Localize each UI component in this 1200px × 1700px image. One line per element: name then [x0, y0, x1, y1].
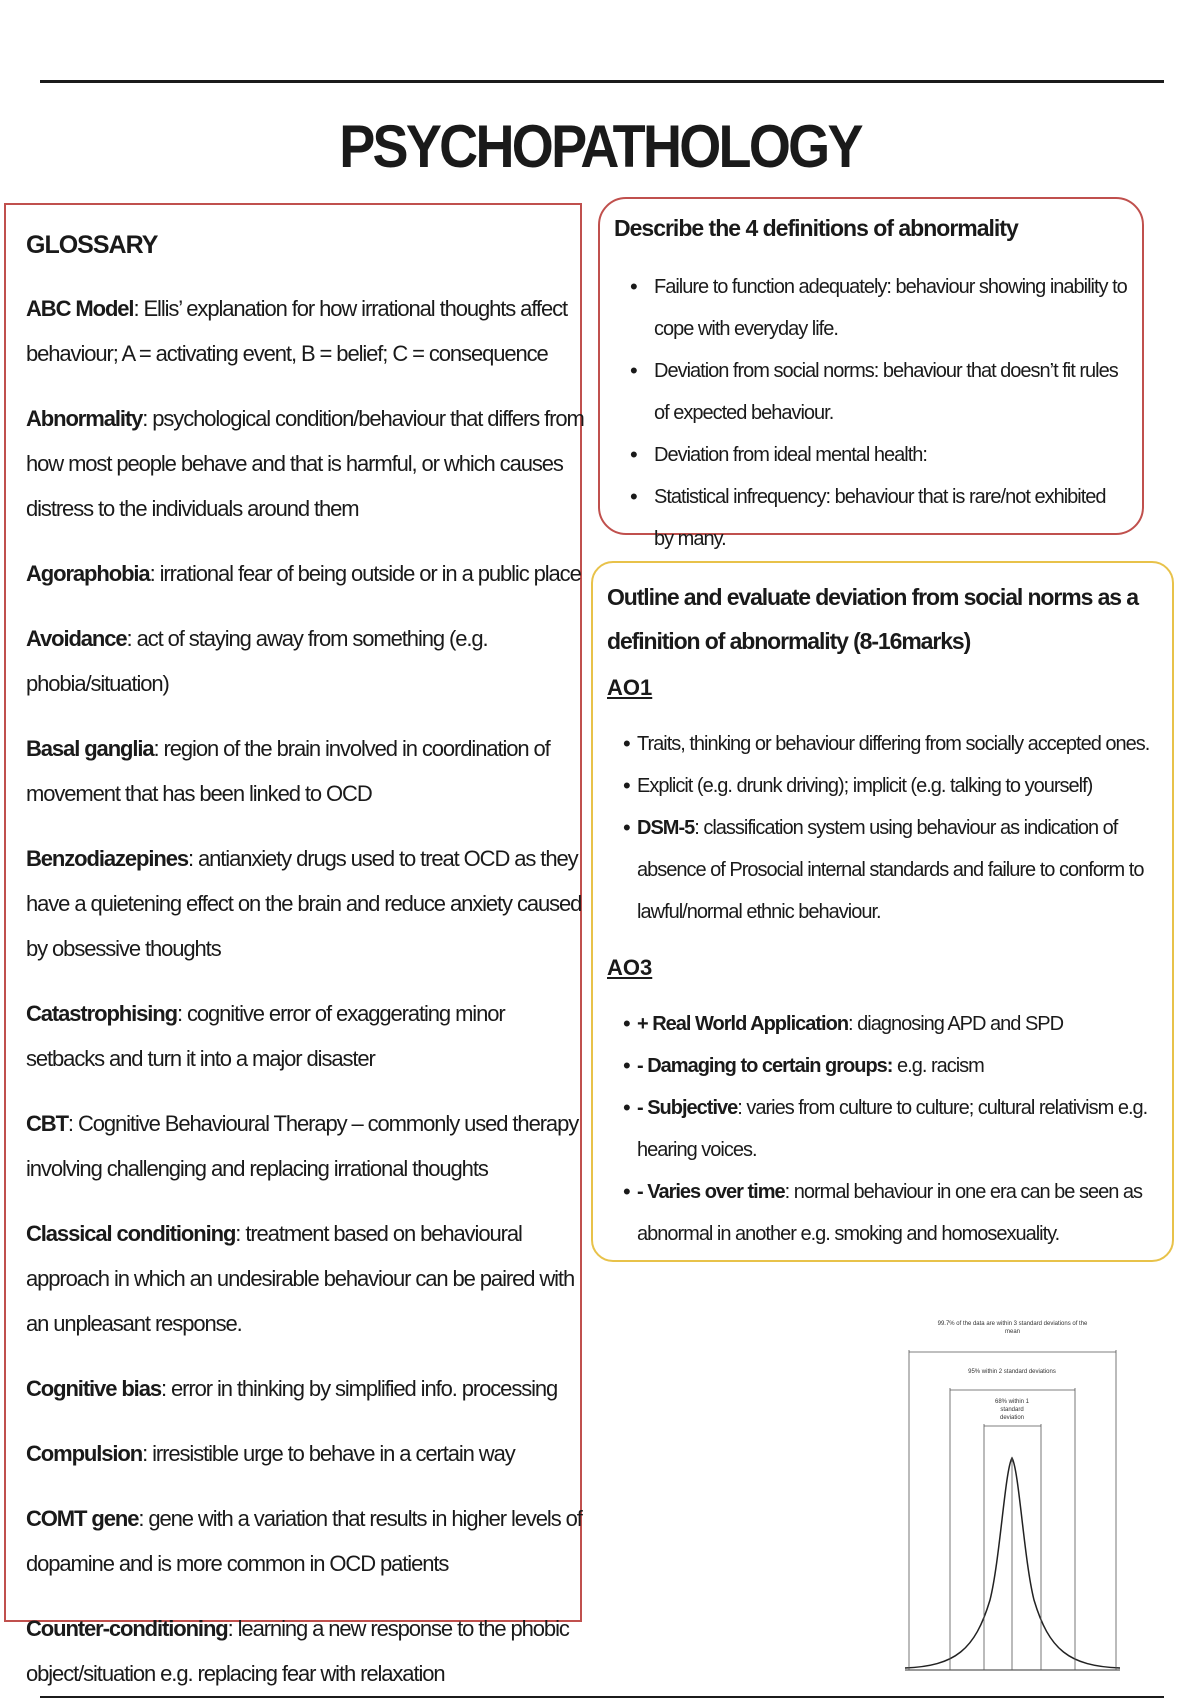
- glossary-definition: : psychological condition/behaviour that differs from how most people behave and that is harmful, or which causes distress to the individuals around them: [26, 406, 584, 521]
- glossary-entry: [26, 726, 586, 816]
- ao1-list: [607, 723, 1166, 933]
- list-item: [593, 1087, 1166, 1171]
- glossary-definition: : error in thinking by simplified info. processing: [160, 1376, 558, 1401]
- ao1-label: AO1: [607, 675, 653, 700]
- glossary-term: Abnormality: [26, 406, 143, 431]
- list-item: • Failure to function adequately: behaviour showing inability to cope with everyday life.: [600, 266, 1128, 350]
- label-95: 95% within 2 standard deviations: [968, 1369, 1056, 1375]
- glossary-term: ABC Model: [26, 296, 134, 321]
- glossary-entry: [26, 1101, 586, 1191]
- glossary-term: CBT: [26, 1111, 68, 1136]
- glossary-entry: [26, 1431, 586, 1476]
- glossary-term: Counter-conditioning: [26, 1616, 228, 1641]
- glossary-definition: : gene with a variation that results in higher levels of dopamine and is more common in OCD patients: [26, 1506, 582, 1576]
- definitions-panel: [598, 197, 1144, 550]
- list-item: [593, 1045, 1166, 1087]
- point-text: Traits, thinking or behaviour differing from socially accepted ones.: [637, 733, 1150, 755]
- glossary-entry: [26, 1606, 586, 1696]
- glossary-entry: [26, 836, 586, 971]
- glossary-entry: [26, 616, 586, 706]
- glossary-term: Compulsion: [26, 1441, 143, 1466]
- list-item: [593, 765, 1166, 807]
- point-label: DSM-5: [637, 817, 695, 839]
- glossary-term: Avoidance: [26, 626, 127, 651]
- point-text: e.g. racism: [892, 1055, 984, 1077]
- glossary-definition: : irresistible urge to behave in a certain way: [142, 1441, 515, 1466]
- glossary-term: Basal ganglia: [26, 736, 154, 761]
- glossary-definition: : irrational fear of being outside or in a public place: [149, 561, 581, 586]
- point-text: : normal behaviour in one era can be seen as abnormal in another e.g. smoking and homosexuality.: [637, 1181, 1143, 1245]
- glossary-entry: [26, 1366, 586, 1411]
- list-item: [593, 1003, 1166, 1045]
- glossary-entry: [26, 1496, 586, 1586]
- point-text: : classification system using behaviour as indication of absence of Prosocial internal standards and failure to conform to lawful/normal ethnic behaviour.: [637, 817, 1144, 923]
- label-997: 99.7% of the data are within 3 standard deviations of the mean: [937, 1321, 1088, 1335]
- list-item: [593, 1171, 1166, 1255]
- list-item: [593, 807, 1166, 933]
- glossary-term: Benzodiazepines: [26, 846, 188, 871]
- bottom-rule: [40, 1696, 1164, 1698]
- list-item: [593, 723, 1166, 765]
- evaluation-heading: Outline and evaluate deviation from social norms as a definition of abnormality (8-16marks): [607, 584, 1138, 654]
- ao3-list: [607, 1003, 1166, 1255]
- glossary-definition: : region of the brain involved in coordination of movement that has been linked to OCD: [26, 736, 550, 806]
- glossary-definition: : antianxiety drugs used to treat OCD as they have a quietening effect on the brain and reduce anxiety caused by obsessive thoughts: [26, 846, 582, 961]
- label-68: 68% within 1 standard deviation: [994, 1399, 1030, 1421]
- ao3-label: AO3: [607, 955, 653, 980]
- point-label: - Damaging to certain groups:: [637, 1055, 893, 1077]
- glossary-definition: : cognitive error of exaggerating minor setbacks and turn it into a major disaster: [26, 1001, 505, 1071]
- point-text: : varies from culture to culture; cultural relativism e.g. hearing voices.: [637, 1097, 1148, 1161]
- glossary-definition: : Ellis’ explanation for how irrational thoughts affect behaviour; A = activating event, B = belief; C = consequence: [26, 296, 567, 366]
- glossary-term: COMT gene: [26, 1506, 139, 1531]
- glossary-definition: : act of staying away from something (e.g. phobia/situation): [26, 626, 488, 696]
- bell-curve: [905, 1458, 1120, 1668]
- point-text: Explicit (e.g. drunk driving); implicit (e.g. talking to yourself): [637, 775, 1093, 797]
- glossary-term: Catastrophising: [26, 1001, 177, 1026]
- glossary-entry: [26, 991, 586, 1081]
- point-label: - Varies over time: [637, 1181, 785, 1203]
- point-label: + Real World Application: [637, 1013, 849, 1035]
- bell-curve-diagram: [895, 1320, 1130, 1680]
- definitions-heading: Describe the 4 definitions of abnormality: [614, 215, 1018, 241]
- glossary-entry: [26, 286, 586, 376]
- glossary-list: [24, 286, 584, 1696]
- point-text: : diagnosing APD and SPD: [848, 1013, 1064, 1035]
- evaluation-panel: [591, 561, 1174, 1262]
- glossary-term: Classical conditioning: [26, 1221, 236, 1246]
- glossary-entry: [26, 396, 586, 531]
- definitions-list: [614, 266, 1128, 560]
- glossary-term: Agoraphobia: [26, 561, 150, 586]
- list-item: • Deviation from ideal mental health:: [600, 434, 1128, 476]
- glossary-entry: [26, 551, 586, 596]
- list-item: • Deviation from social norms: behaviour that doesn’t fit rules of expected behaviour.: [600, 350, 1128, 434]
- list-item: • Statistical infrequency: behaviour that is rare/not exhibited by many.: [600, 476, 1128, 560]
- glossary-panel: [4, 203, 584, 1686]
- glossary-definition: : treatment based on behavioural approach in which an undesirable behaviour can be paired with an unpleasant response.: [26, 1221, 575, 1336]
- page-title: PSYCHOPATHOLOGY: [339, 113, 861, 180]
- point-label: - Subjective: [637, 1097, 738, 1119]
- glossary-definition: : Cognitive Behavioural Therapy – commonly used therapy involving challenging and replacing irrational thoughts: [26, 1111, 579, 1181]
- glossary-term: Cognitive bias: [26, 1376, 161, 1401]
- glossary-heading: GLOSSARY: [26, 231, 158, 259]
- glossary-entry: [26, 1211, 586, 1346]
- top-rule: [40, 80, 1164, 83]
- glossary-definition: : learning a new response to the phobic object/situation e.g. replacing fear with relaxation: [26, 1616, 569, 1686]
